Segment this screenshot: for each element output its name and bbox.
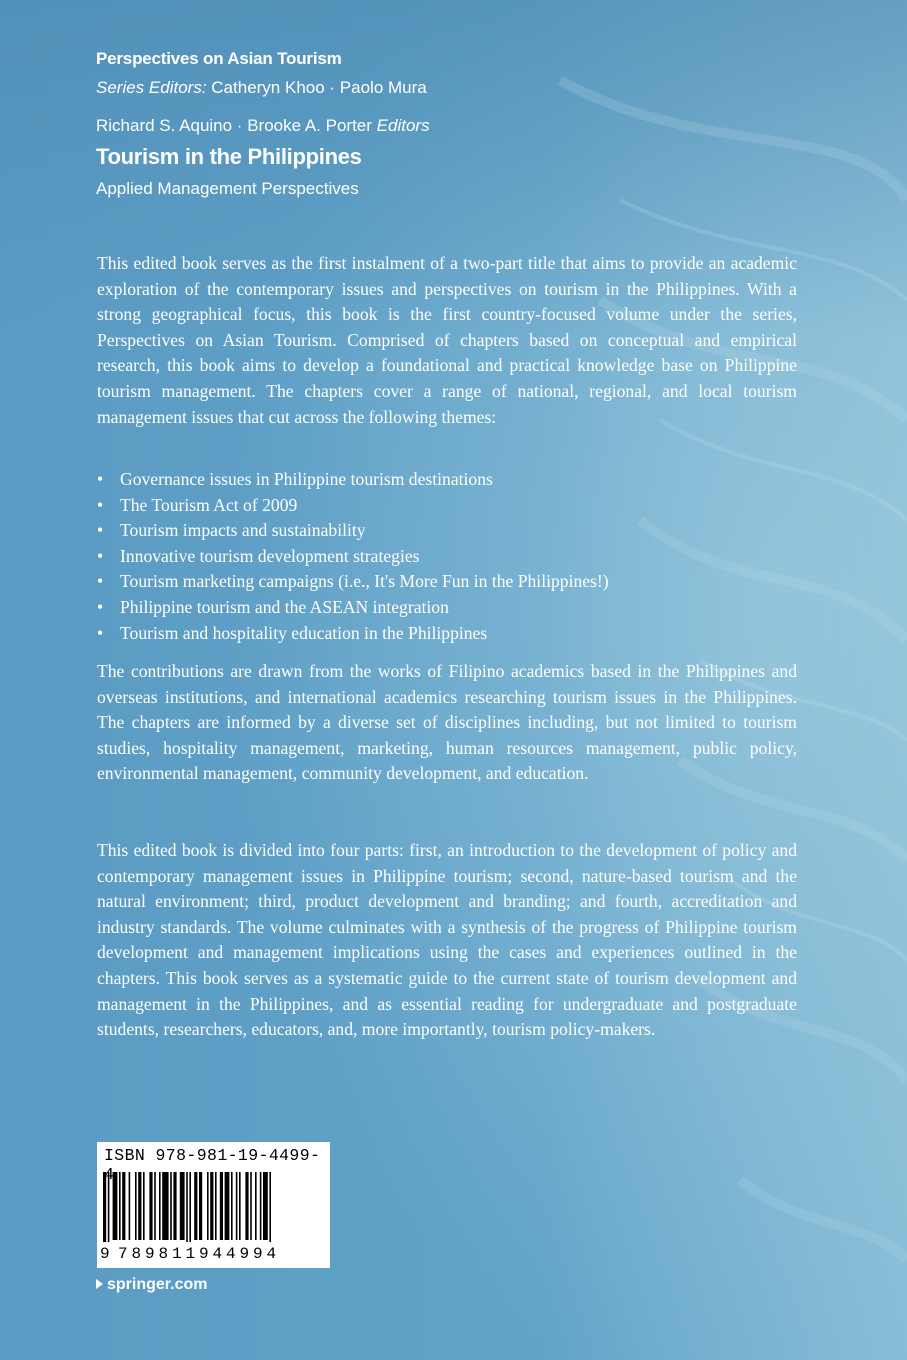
bullet-icon: •: [97, 469, 104, 489]
theme-text: Governance issues in Philippine tourism destinations: [120, 469, 493, 489]
description-paragraph-1: This edited book serves as the first instalment of a two-part title that aims to provide an academic exploration of the contemporary issues and perspectives on tourism in the Philippines. With a strong geographical focus, this book is the first country-focused volume under the series, Perspectives on Asian Tourism. Comprised of chapters based on conceptual and empirical research, this book aims to develop a foundational and practical knowledge base on Philippine tourism management. The chapters cover a range of national, regional, and local tourism management issues that cut across the following themes:: [97, 253, 797, 427]
bullet-icon: •: [97, 494, 104, 515]
barcode-bar: [143, 1172, 145, 1240]
series-editors: [96, 78, 427, 98]
list-item: [97, 467, 797, 493]
triangle-right-icon: [96, 1279, 103, 1289]
barcode-bar: [231, 1172, 233, 1240]
barcode-bar: [170, 1172, 172, 1240]
series-title: Perspectives on Asian Tourism: [96, 49, 342, 68]
theme-text: Tourism marketing campaigns (i.e., It's More Fun in the Philippines!): [120, 571, 609, 592]
list-item: [97, 595, 797, 621]
barcode-bar: [255, 1172, 257, 1240]
list-item: [97, 493, 797, 519]
ean-first-digit: 9: [100, 1245, 110, 1263]
book-subtitle: Applied Management Perspectives: [96, 179, 359, 198]
editors-names: Richard S. Aquino · Brooke A. Porter: [96, 116, 372, 135]
theme-text: The Tourism Act of 2009: [120, 494, 298, 515]
barcode-bar: [180, 1172, 185, 1240]
editors-role: Editors: [376, 116, 430, 135]
barcode-bar: [245, 1172, 248, 1240]
barcode-bar: [225, 1172, 230, 1240]
series-editors-names: Catheryn Khoo · Paolo Mura: [211, 78, 427, 97]
barcode-bar: [260, 1172, 262, 1240]
bullet-icon: •: [97, 622, 104, 643]
description-paragraph-3: This edited book is divided into four parts: first, an introduction to the development of policy and contemporary management issues in Philippine tourism; second, nature-based tourism and the natural environment; third, product development and branding; and fourth, accreditation and industry standards. The volume culminates with a synthesis of the progress of Philippine tourism development and management implications using the cases and experiences outlined in the chapters. This book serves as a systematic guide to the current state of tourism development and management in the Philippines, and as essential reading for undergraduate and postgraduate students, researchers, educators, and, more importantly, tourism policy-makers.: [97, 840, 797, 1040]
barcode-bar: [194, 1172, 197, 1240]
list-item: [97, 518, 797, 544]
barcode-bar: [149, 1172, 152, 1240]
barcode-bar: [119, 1172, 121, 1240]
theme-text: Innovative tourism development strategies: [120, 545, 420, 566]
theme-text: Tourism and hospitality education in the Philippines: [120, 622, 488, 643]
publisher-link[interactable]: [96, 1276, 207, 1294]
barcode-bars: [103, 1172, 325, 1242]
book-editors: [96, 116, 430, 136]
barcode-bar: [138, 1172, 141, 1240]
description-paragraph-2: The contributions are drawn from the works of Filipino academics based in the Philippines and overseas institutions, and international academics researching tourism issues in the Philippines. The chapters are informed by a diverse set of disciplines including, but not limited to tourism studies, hospitality management, marketing, human resources management, public policy, environmental management, community development, and education.: [97, 661, 797, 784]
list-item: [97, 621, 797, 647]
barcode-bar: [210, 1172, 213, 1240]
barcode-bar: [239, 1172, 241, 1240]
barcode-bar: [250, 1172, 252, 1240]
barcode-bar: [189, 1172, 191, 1242]
isbn-barcode: [97, 1142, 330, 1268]
bullet-icon: •: [97, 571, 104, 592]
barcode-bar: [135, 1172, 137, 1240]
list-item: [97, 569, 797, 595]
barcode-bar: [186, 1172, 188, 1242]
barcode-bar: [122, 1172, 125, 1240]
barcode-bar: [159, 1172, 161, 1240]
series-editors-label: Series Editors:: [96, 78, 207, 97]
theme-text: Tourism impacts and sustainability: [120, 520, 366, 541]
barcode-bar: [173, 1172, 176, 1240]
barcode-bar: [263, 1172, 268, 1240]
isbn-text: ISBN 978-981-19-4499-: [104, 1146, 321, 1165]
bullet-icon: •: [97, 596, 104, 617]
book-title: Tourism in the Philippines: [96, 144, 362, 169]
barcode-bar: [113, 1172, 118, 1240]
barcode-bar: [103, 1172, 106, 1242]
barcode-bar: [269, 1172, 271, 1242]
barcode-bar: [236, 1172, 238, 1240]
barcode-bar: [154, 1172, 156, 1240]
theme-text: Philippine tourism and the ASEAN integration: [120, 596, 449, 617]
list-item: [97, 544, 797, 570]
barcode-bar: [108, 1172, 110, 1242]
barcode-bar: [199, 1172, 202, 1240]
barcode-bar: [129, 1172, 131, 1240]
barcode-bar: [162, 1172, 168, 1240]
bullet-icon: •: [97, 520, 104, 541]
ean-digits: 789811944994: [118, 1245, 281, 1263]
barcode-bar: [207, 1172, 209, 1240]
bullet-icon: •: [97, 545, 104, 566]
barcode-bar: [220, 1172, 223, 1240]
barcode-bar: [215, 1172, 217, 1240]
themes-list: [97, 467, 797, 646]
publisher-website[interactable]: springer.com: [107, 1276, 208, 1293]
